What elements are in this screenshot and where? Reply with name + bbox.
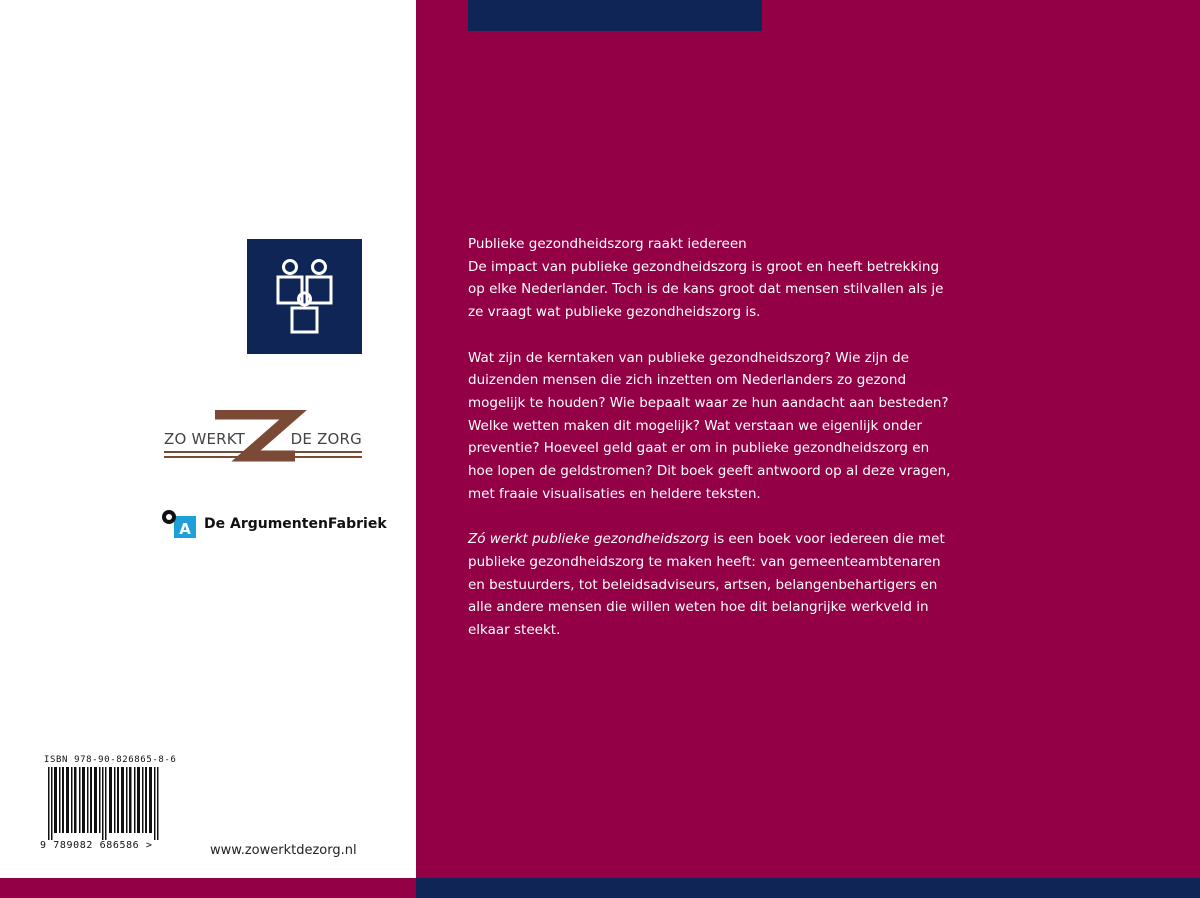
argumentenfabriek-logo-mark xyxy=(160,508,200,538)
blurb-line: ze vraagt wat publieke gezondheidszorg is. xyxy=(468,304,761,321)
blurb-line: hoe lopen de geldstromen? Dit boek geeft antwoord op al deze vragen, xyxy=(468,463,951,480)
book-title-italic: Zó werkt publieke gezondheidszorg xyxy=(468,531,710,548)
blurb-line: preventie? Hoeveel geld gaat er om in publieke gezondheidszorg en xyxy=(468,440,930,457)
argumentenfabriek-logo xyxy=(160,508,387,538)
blurb-title: Publieke gezondheidszorg raakt iedereen xyxy=(468,236,747,252)
blurb-line: op elke Nederlander. Toch is de kans groot dat mensen stilvallen als je xyxy=(468,281,944,298)
barcode-digits: 9 789082 686586 > xyxy=(40,840,153,851)
family-icon xyxy=(247,239,362,354)
website-link[interactable]: www.zowerktdezorg.nl xyxy=(210,843,357,858)
isbn-barcode xyxy=(48,767,160,840)
blurb-line: alle andere mensen die willen weten hoe dit belangrijke werkveld in xyxy=(468,599,929,616)
isbn-label: ISBN 978-90-826865-8-6 xyxy=(44,755,177,765)
blurb-line: elkaar steekt. xyxy=(468,621,561,638)
blurb-line: publieke gezondheidszorg te maken heeft: van gemeenteambtenaren xyxy=(468,553,941,570)
back-cover-blurb xyxy=(468,233,958,642)
publisher-name: De ArgumentenFabriek xyxy=(204,516,387,532)
blurb-line: duizenden mensen die zich inzetten om Nederlanders zo gezond xyxy=(468,372,907,389)
logo-left-text: ZO WERKT xyxy=(164,430,246,448)
blurb-line: Wat zijn de kerntaken van publieke gezondheidszorg? Wie zijn de xyxy=(468,349,910,366)
blurb-line-rest: is een boek voor iedereen die met xyxy=(709,531,945,548)
blurb-line: met fraaie visualisaties en heldere teksten. xyxy=(468,485,761,502)
navy-top-tab xyxy=(468,0,762,31)
zo-werkt-de-zorg-logo xyxy=(164,410,362,466)
bottom-navy-strip xyxy=(416,878,1200,898)
af-mark-letter: A xyxy=(179,520,191,538)
blurb-line xyxy=(468,528,958,551)
bottom-maroon-strip xyxy=(0,878,416,898)
blurb-line: De impact van publieke gezondheidszorg is groot en heeft betrekking xyxy=(468,258,940,275)
logo-right-text: DE ZORG xyxy=(290,430,362,448)
blurb-line: en bestuurders, tot beleidsadviseurs, artsen, belangenbehartigers en xyxy=(468,576,938,593)
blurb-line: mogelijk te houden? Wie bepaalt waar ze hun aandacht aan besteden? xyxy=(468,394,949,411)
blurb-line: Welke wetten maken dit mogelijk? Wat verstaan we eigenlijk onder xyxy=(468,417,922,434)
